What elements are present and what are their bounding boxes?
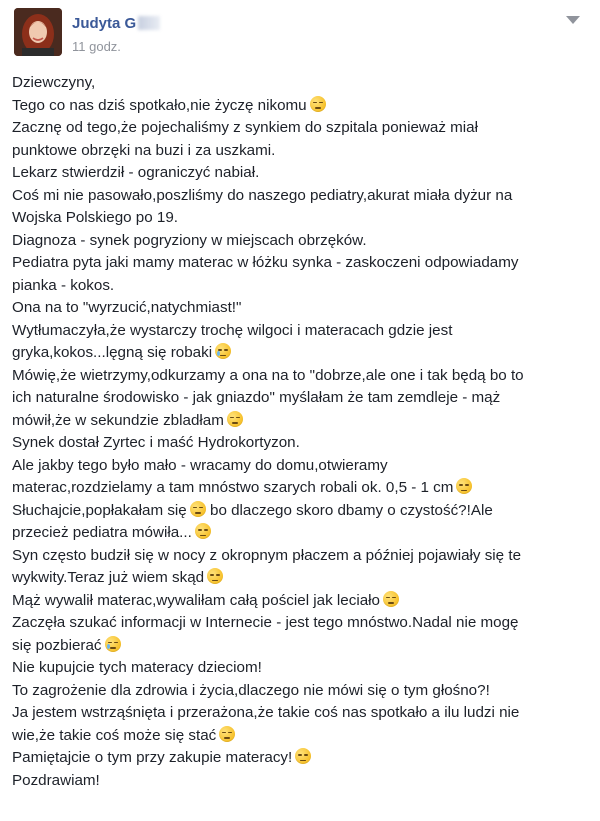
post-line: pianka - kokos. [12, 276, 115, 294]
post-line: wie,że takie coś może się stać [12, 725, 588, 748]
post-line: Pediatra pyta jaki mamy materac w łóżku synka - zaskoczeni odpowiadamy [12, 254, 519, 271]
crying-face-emoji-icon [105, 636, 121, 652]
post-line: Synek dostał Zyrtec i maść Hydrokortyzon. [12, 434, 300, 451]
post-line: Wytłumaczyła,że wystarczy trochę wilgoci i materacach gdzie jest [12, 321, 453, 339]
post-line: Ale jakby tego było mało - wracamy do domu,otwieramy [12, 456, 388, 474]
pensive-face-emoji-icon [295, 748, 311, 764]
author-name[interactable]: Judyta G [72, 15, 160, 32]
post-line: To zagrożenie dla zdrowia i życia,dlaczego nie mówi się o tym głośno?! [12, 681, 490, 699]
post-line: Pamiętajcie o tym przy zakupie materacy! [12, 747, 588, 770]
post-line: Nie kupujcie tych materacy dzieciom! [12, 659, 262, 676]
crying-face-emoji-icon [215, 343, 231, 359]
post-line: materac,rozdzielamy a tam mnóstwo szarych robali ok. 0,5 - 1 cm [12, 477, 588, 500]
post-line: gryka,kokos...lęgną się robaki [12, 342, 588, 365]
pensive-face-emoji-icon [456, 478, 472, 494]
post-header [14, 8, 586, 62]
post-line: Ona na to "wyrzucić,natychmiast!" [12, 299, 242, 316]
pensive-face-emoji-icon [207, 568, 223, 584]
post-timestamp[interactable]: 11 godz. [72, 39, 121, 54]
post-body [12, 72, 588, 792]
pensive-face-emoji-icon [195, 523, 211, 539]
post-line: mówił,że w sekundzie zbladłam [12, 410, 588, 433]
post-line: Tego co nas dziś spotkało,nie życzę nikomu [12, 95, 588, 118]
blurred-surname [138, 16, 160, 30]
post-line: punktowe obrzęki na buzi i za uszkami. [12, 141, 276, 159]
post-line: się pozbierać [12, 635, 588, 658]
post-line: Syn często budził się w nocy z okropnym płaczem a później pojawiały się te [12, 546, 522, 564]
post-line: Diagnoza - synek pogryziony w miejscach obrzęków. [12, 231, 367, 249]
post-line: ich naturalne środowisko - jak gniazdo" myślałam że tam zemdleje - mąż [12, 389, 501, 406]
chevron-down-icon[interactable] [566, 16, 580, 24]
avatar[interactable] [14, 8, 62, 56]
pensive-face-emoji-icon [219, 726, 235, 742]
post-line: Zacznę od tego,że pojechaliśmy z synkiem do szpitala ponieważ miał [12, 119, 478, 136]
post-line: Mąż wywalił materac,wywaliłam całą pościel jak leciało [12, 590, 588, 613]
post-line: Mówię,że wietrzymy,odkurzamy a ona na to "dobrze,ale one i tak będą bo to [12, 366, 524, 384]
pensive-face-emoji-icon [190, 501, 206, 517]
post-line: przecież pediatra mówiła... [12, 522, 588, 545]
pensive-face-emoji-icon [227, 411, 243, 427]
pensive-face-emoji-icon [383, 591, 399, 607]
post-line: Zaczęła szukać informacji w Internecie - jest tego mnóstwo.Nadal nie mogę [12, 614, 519, 631]
post-line: Pozdrawiam! [12, 771, 100, 789]
post-line: wykwity.Teraz już wiem skąd [12, 567, 588, 590]
post-line: Słuchajcie,popłakałam się bo dlaczego skoro dbamy o czystość?!Ale [12, 501, 493, 519]
post-line: Wojska Polskiego po 19. [12, 209, 179, 226]
pensive-face-emoji-icon [310, 96, 326, 112]
post-line: Dziewczyny, [12, 74, 96, 91]
profile-photo-icon [14, 8, 62, 56]
post-line: Ja jestem wstrząśnięta i przerażona,że takie coś nas spotkało a ilu ludzi nie [12, 704, 520, 721]
post-line: Lekarz stwierdził - ograniczyć nabiał. [12, 164, 260, 181]
post-line: Coś mi nie pasowało,poszliśmy do naszego pediatry,akurat miała dyżur na [12, 186, 513, 204]
